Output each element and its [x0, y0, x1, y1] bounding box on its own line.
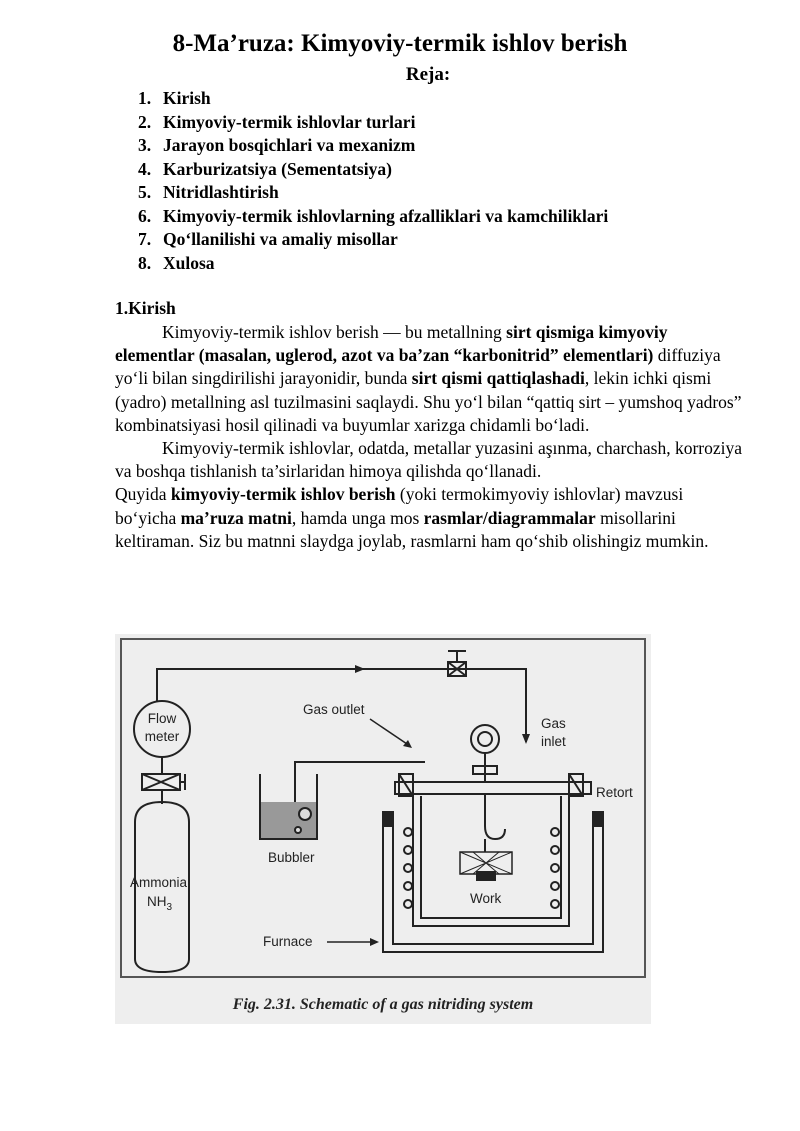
ammonia-formula: $NH_3$ [147, 894, 173, 913]
section-heading: 1.Kirish [115, 298, 176, 318]
gas-outlet-label: Gas outlet [303, 702, 365, 717]
body-text [115, 321, 745, 553]
plan-heading: Reja: [405, 64, 451, 85]
gas-nitriding-schematic [115, 634, 651, 1024]
work-label: Work [470, 891, 502, 906]
flow-meter-label-2: meter [144, 729, 180, 744]
gas-inlet-label-2: inlet [541, 734, 566, 749]
retort-label: Retort [596, 785, 633, 800]
list-item: 8. Xulosa [138, 252, 215, 273]
paragraph-2: Kimyoviy-termik ishlovlar, odatda, metallar yuzasini aşınma, charchash, korroziya va boshqa tishlanish ta’sirlaridan himoya qilishda qo‘llanadi. [115, 438, 743, 482]
furnace-label: Furnace [263, 934, 313, 949]
bubbler-label: Bubbler [268, 850, 315, 865]
paragraph-1: Kimyoviy-termik ishlov berish — bu metallning sirt qismiga kimyoviy elementlar (masalan, uglerod, azot va ba’zan “karbonitrid” elementlari) diffuziya yo‘li bilan singdirilishi jarayonidir, bunda sirt qismi qattiqlashadi, lekin ichki qismi (yadro) metallning asl tuzilmasini saqlaydi. Shu yo‘l bilan “qattiq sirt – yumshoq yadros” kombinatsiyasi hosil qilinadi va buyumlar xarizga chidamli bo‘ladi. [115, 322, 742, 435]
paragraph-3: Quyida kimyoviy-termik ishlov berish (yoki termokimyoviy ishlovlar) mavzusi bo‘yicha ma’ruza matni, hamda unga mos rasmlar/diagrammalar misollarini keltiraman. Siz bu matnni slaydga joylab, rasmlarni ham qo‘shib olishingiz mumkin. [115, 484, 709, 551]
plan-list [138, 87, 608, 275]
list-item: 3. Jarayon bosqichlari va mexanizm [138, 135, 416, 155]
list-item: 2. Kimyoviy-termik ishlovlar turlari [138, 111, 416, 132]
list-item: 1. Kirish [138, 88, 211, 108]
list-item: 6. Kimyoviy-termik ishlovlarning afzalliklari va kamchiliklari [138, 205, 609, 226]
gas-nitriding-figure [115, 634, 651, 1024]
ammonia-label: Ammonia [130, 875, 188, 890]
list-item: 4. Karburizatsiya (Sementatsiya) [138, 158, 392, 179]
list-item: 7. Qo‘llanilishi va amaliy misollar [138, 229, 398, 249]
figure-caption: Fig. 2.31. Schematic of a gas nitriding system [232, 996, 534, 1013]
flow-meter-label: Flow [147, 711, 177, 726]
gas-inlet-label: Gas [541, 716, 566, 731]
list-item: 5. Nitridlashtirish [138, 182, 279, 202]
page-title: 8-Ma’ruza: Kimyoviy-termik ishlov berish [172, 30, 628, 57]
